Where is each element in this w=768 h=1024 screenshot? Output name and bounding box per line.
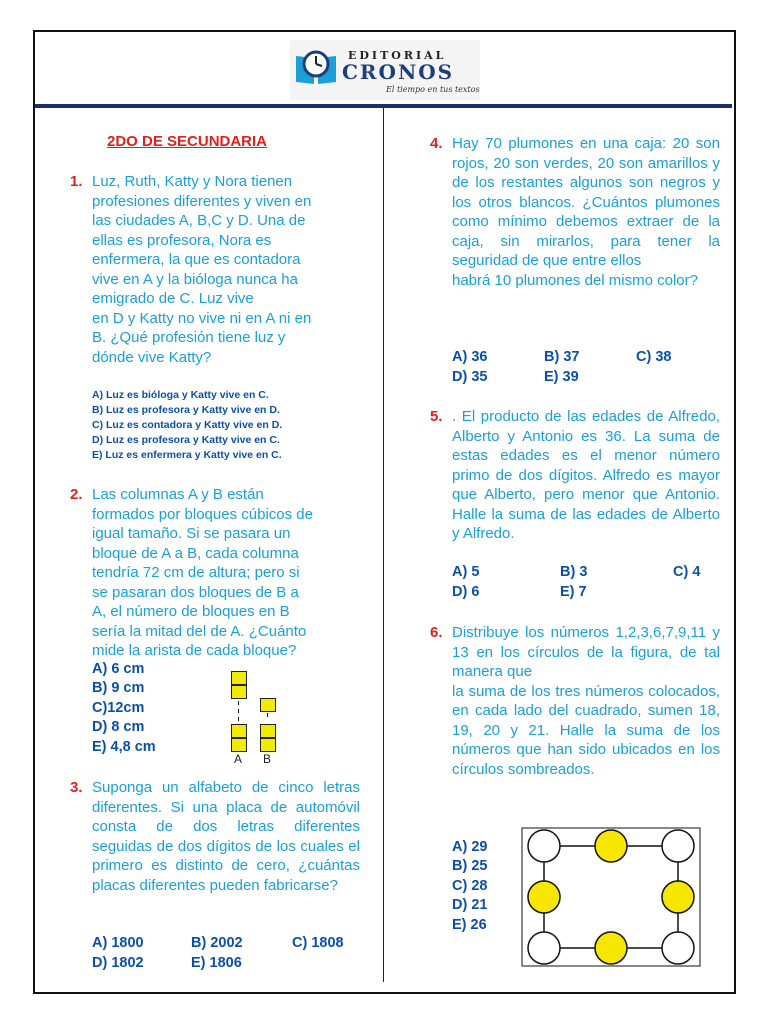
- block: [231, 685, 247, 699]
- corner-circle: [528, 830, 560, 862]
- dash: [238, 701, 239, 705]
- option[interactable]: D) 1802: [92, 955, 144, 971]
- question-1-options: [92, 388, 282, 463]
- question-number: 1.: [70, 173, 83, 190]
- block: [260, 738, 276, 752]
- shaded-circle: [595, 932, 627, 964]
- dash: [238, 709, 239, 713]
- grade-heading: 2DO DE SECUNDARIA: [107, 133, 268, 150]
- question-number: 4.: [430, 135, 443, 152]
- publisher-top: EDITORIAL: [348, 49, 447, 62]
- publisher-name: CRONOS: [342, 60, 455, 84]
- corner-circle: [662, 932, 694, 964]
- option[interactable]: B) 9 cm: [92, 680, 145, 696]
- dash: [238, 717, 239, 721]
- block: [231, 724, 247, 738]
- question-3: [70, 778, 360, 895]
- option[interactable]: B) 2002: [191, 935, 243, 951]
- shaded-circle: [595, 830, 627, 862]
- shaded-circle: [528, 881, 560, 913]
- block: [231, 738, 247, 752]
- question-number: 3.: [70, 779, 83, 796]
- question-text: Luz, Ruth, Katty y Nora tienen profesiones diferentes y viven en las ciudades A, B,C y D. Una de ellas es profesora, Nora es enfermera, la que es contadora vive en A y la bióloga nunca ha emigrado de C. Luz vive en D y Katty no vive ni en A ni en B. ¿Qué profesión tiene luz y dónde vive Katty?: [92, 173, 312, 366]
- question-2: [70, 485, 367, 661]
- column-divider: [383, 108, 384, 982]
- option[interactable]: D) Luz es profesora y Katty vive en C.: [92, 434, 280, 446]
- option[interactable]: A) 5: [452, 564, 480, 580]
- block: [260, 698, 276, 712]
- question-text: Distribuye los números 1,2,3,6,7,9,11 y 13 en los círculos de la figura, de tal manera que: [452, 624, 720, 680]
- question-5: [430, 407, 720, 544]
- option[interactable]: D) 8 cm: [92, 719, 145, 735]
- question-text-continued: habrá 10 plumones del mismo color?: [452, 271, 698, 289]
- option[interactable]: C) 1808: [292, 935, 344, 951]
- option[interactable]: A) 1800: [92, 935, 144, 951]
- option[interactable]: C) 4: [673, 564, 701, 580]
- option[interactable]: B) 37: [544, 349, 580, 365]
- circle-square-figure: [520, 826, 702, 968]
- shaded-circle: [662, 881, 694, 913]
- column-label-a: A: [234, 752, 243, 766]
- option[interactable]: E) 26: [452, 917, 487, 933]
- option[interactable]: A) 6 cm: [92, 661, 145, 677]
- question-text-continued: la suma de los tres números colocados, en cada lado del cuadrado, sumen 18, 19, 20 y 21. Halle la suma de los números que han sido ubicados en los círculos sombreados.: [452, 682, 720, 778]
- question-text: Hay 70 plumones en una caja: 20 son rojos, 20 son verdes, 20 son amarillos y de los restantes algunos son negros y los otros blancos. ¿Cuántos plumones como mínimo debemos extraer de la caja, sin mirarlos, para tener la seguridad de que entre ellos: [452, 135, 720, 269]
- option[interactable]: D) 35: [452, 369, 488, 385]
- question-text: . El producto de las edades de Alfredo, Alberto y Antonio es 36. La suma de estas edades es el menor número primo de dos dígitos. Alfredo es mayor que Alberto, pero menor que Antonio. Halle la suma de las edades de Alberto y Alfredo.: [452, 408, 720, 542]
- corner-circle: [528, 932, 560, 964]
- option[interactable]: B) 25: [452, 858, 488, 874]
- question-4: [430, 134, 720, 290]
- option[interactable]: B) 3: [560, 564, 588, 580]
- question-number: 5.: [430, 408, 443, 425]
- column-label-b: B: [263, 752, 272, 766]
- question-number: 2.: [70, 486, 83, 503]
- option[interactable]: C) 38: [636, 349, 672, 365]
- option[interactable]: C)12cm: [92, 700, 145, 716]
- block: [231, 671, 247, 685]
- publisher-tagline: El tiempo en tus textos: [386, 85, 480, 94]
- option[interactable]: D) 6: [452, 584, 480, 600]
- option[interactable]: A) 36: [452, 349, 488, 365]
- book-clock-icon: [294, 46, 338, 86]
- question-number: 6.: [430, 624, 443, 641]
- option[interactable]: C) Luz es contadora y Katty vive en D.: [92, 419, 283, 431]
- publisher-logo: [290, 40, 480, 100]
- corner-circle: [662, 830, 694, 862]
- option[interactable]: A) Luz es bióloga y Katty vive en C.: [92, 389, 269, 401]
- option[interactable]: E) Luz es enfermera y Katty vive en C.: [92, 449, 282, 461]
- option[interactable]: B) Luz es profesora y Katty vive en D.: [92, 404, 280, 416]
- dash: [267, 713, 268, 717]
- option[interactable]: A) 29: [452, 839, 488, 855]
- question-1: [70, 172, 367, 367]
- option[interactable]: E) 4,8 cm: [92, 739, 156, 755]
- question-text: Las columnas A y B están formados por bloques cúbicos de igual tamaño. Si se pasara un bloque de A a B, cada columna tendría 72 cm de altura; pero si se pasaran dos bloques de B a A, el número de bloques en B sería la mitad del de A. ¿Cuánto mide la arista de cada bloque?: [92, 486, 313, 659]
- option[interactable]: D) 21: [452, 897, 488, 913]
- option[interactable]: C) 28: [452, 878, 488, 894]
- option[interactable]: E) 7: [560, 584, 587, 600]
- question-6: [430, 623, 720, 779]
- block: [260, 724, 276, 738]
- option[interactable]: E) 1806: [191, 955, 242, 971]
- question-text: Suponga un alfabeto de cinco letras diferentes. Si una placa de automóvil consta de dos letras diferentes seguidas de dos dígitos de los cuales el primero es distinto de cero, ¿cuántas placas diferentes pueden fabricarse?: [92, 779, 360, 894]
- option[interactable]: E) 39: [544, 369, 579, 385]
